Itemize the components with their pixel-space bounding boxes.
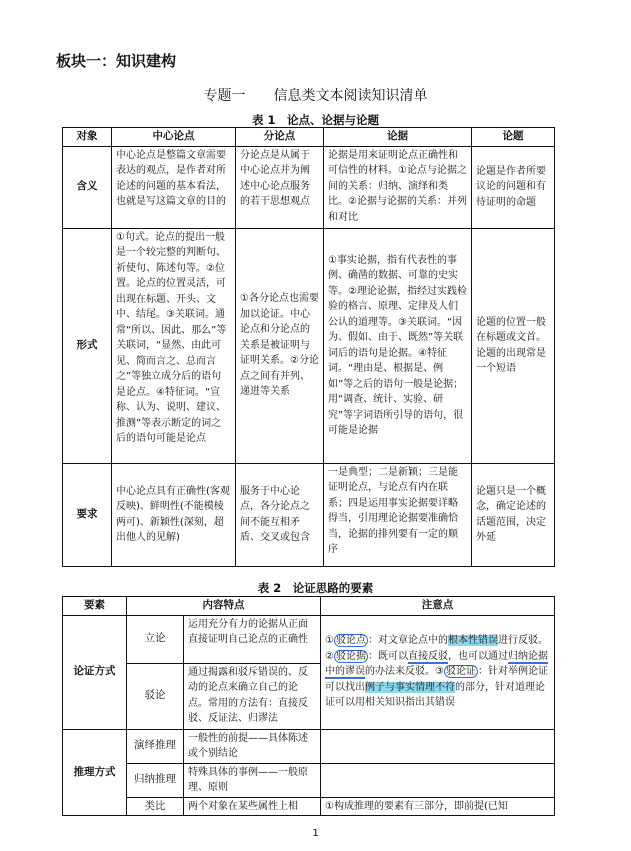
row-label: 形式 <box>63 228 112 463</box>
highlight: 根本性错误 <box>447 635 498 647</box>
table-cell: 中心论点是整篇文章需要表达的观点，是作者对所论述的问题的基本看法，也就是写这篇文章的目的 <box>112 146 236 228</box>
annotation-circle: 驳论据 <box>335 650 366 662</box>
table-cell: 分论点是从属于中心论点并为阐述中心论点服务的若干思想观点 <box>236 146 324 228</box>
note-cell: ①构成推理的要素有三部分，即前提(已知 <box>321 797 555 816</box>
table2-caption: 表 2 论证思路的要素 <box>257 581 374 595</box>
sub-label: 演绎推理 <box>127 729 184 763</box>
table-cell: 论题是作者所要议论的问题和有待证明的命题 <box>472 146 555 228</box>
header-object: 对象 <box>63 128 112 147</box>
sub-label: 驳论 <box>127 663 184 729</box>
table-cell: 一是典型；二是新颖；三是能证明论点，与论点有内在联系；四是运用事实论据要详略得当，引用理论论据要准确恰当，论据的排列要有一定的顺序 <box>324 463 472 566</box>
annotation-circle: 驳论点 <box>335 635 366 647</box>
table-cell: 中心论点具有正确性(客观反映)、鲜明性(不能模棱两可)、新颖性(深刻，超出他人的见解) <box>112 463 236 566</box>
table-cell: 论据是用来证明论点正确性和可信性的材料。①论点与论据之间的关系：归纳、演绎和类比。②论据与论据的关系：并列和对比 <box>324 146 472 228</box>
table-cell: 通过揭露和驳斥错误的、反动的论点来确立自己的论点。常用的方法有：直接反驳、反证法、归谬法 <box>184 663 321 729</box>
table-cell: 论题的位置一般在标题或文首。论题的出现常是一个短语 <box>472 228 555 463</box>
page-number: 1 <box>312 828 319 839</box>
sub-label: 归纳推理 <box>127 763 184 797</box>
row-label: 含义 <box>63 146 112 228</box>
row-label: 推理方式 <box>63 729 127 816</box>
table-cell: ①事实论据，指有代表性的事例、确凿的数据、可靠的史实等。②理论论据，指经过实践检验的格言、原理、定律及人们公认的道理等。③关联词。“因为、假如、由于、既然”等关联词后的语句是论据。④特征词。“理由是、根据是、例如”等之后的语句一般是论据；用“调查、统计、实验、研究”等字词语所引导的语句，很可能是论据 <box>324 228 472 463</box>
highlight: 例子与事实情理不符 <box>365 681 455 693</box>
note-cell <box>321 729 555 763</box>
table-reasoning <box>62 596 555 816</box>
section-title: 板块一：知识建构 <box>56 52 177 70</box>
sub-label: 立论 <box>127 615 184 663</box>
header-notes: 注意点 <box>321 597 555 616</box>
header-element: 要素 <box>63 597 127 616</box>
table-cell: ①各分论点也需要加以论证。中心论点和分论点的关系是被证明与证明关系。②分论点之间有并列、递进等关系 <box>236 228 324 463</box>
header-central-thesis: 中心论点 <box>112 128 236 147</box>
table1-caption: 表 1 论点、论据与论题 <box>251 113 379 127</box>
underline: 直接反驳 <box>407 650 448 662</box>
table-cell: 运用充分有力的论据从正面直接证明自己论点的正确性 <box>184 615 321 663</box>
sub-label: 类比 <box>127 797 184 816</box>
header-sub-thesis: 分论点 <box>236 128 324 147</box>
table-cell: ①句式。论点的提出一般是一个较完整的判断句、祈使句、陈述句等。②位置。论点的位置灵活，可出现在标题、开头、文中、结尾。③关联词。通常“所以、因此、那么”等关联词，“显然、由此可见、简而言之、总而言之”等独立成分后的语句是论点。④特征词。“宣称、认为、说明、建议、推测”等表示断定的词之后的语句可能是论点 <box>112 228 236 463</box>
topic-title: 专题一 信息类文本阅读知识清单 <box>203 88 428 104</box>
table-cell: 论题只是一个概念，确定论述的话题范围，决定外延 <box>472 463 555 566</box>
table-cell: 特殊具体的事例——一般原理、原则 <box>184 763 321 797</box>
row-label: 要求 <box>63 463 112 566</box>
annotation-circle: 驳论证 <box>445 666 476 678</box>
header-evidence: 论据 <box>324 128 472 147</box>
note-cell <box>321 763 555 797</box>
table-cell: 一般性的前提——具体陈述或个别结论 <box>184 729 321 763</box>
table-cell: 服务于中心论点，各分论点之间不能互相矛盾、交叉或包含 <box>236 463 324 566</box>
header-content: 内容特点 <box>127 597 321 616</box>
row-label: 论证方式 <box>63 615 127 729</box>
note-cell: ① 驳论点 ：对文章论点中的根本性错误进行反驳。② 驳论据 ：既可以直接反驳，也可以通过归纳论据中的谬误的办法来反驳。③ 驳论证 ：针对举例论证可以找出例子与事实情理不符的部分，针对道理论证可以用相关知识指出其错误 <box>321 615 555 729</box>
header-topic: 论题 <box>472 128 555 147</box>
underline: 归纳论据中的谬误 <box>325 650 548 678</box>
table-cell: 两个对象在某些属性上相 <box>184 797 321 816</box>
table-arguments <box>62 127 555 567</box>
